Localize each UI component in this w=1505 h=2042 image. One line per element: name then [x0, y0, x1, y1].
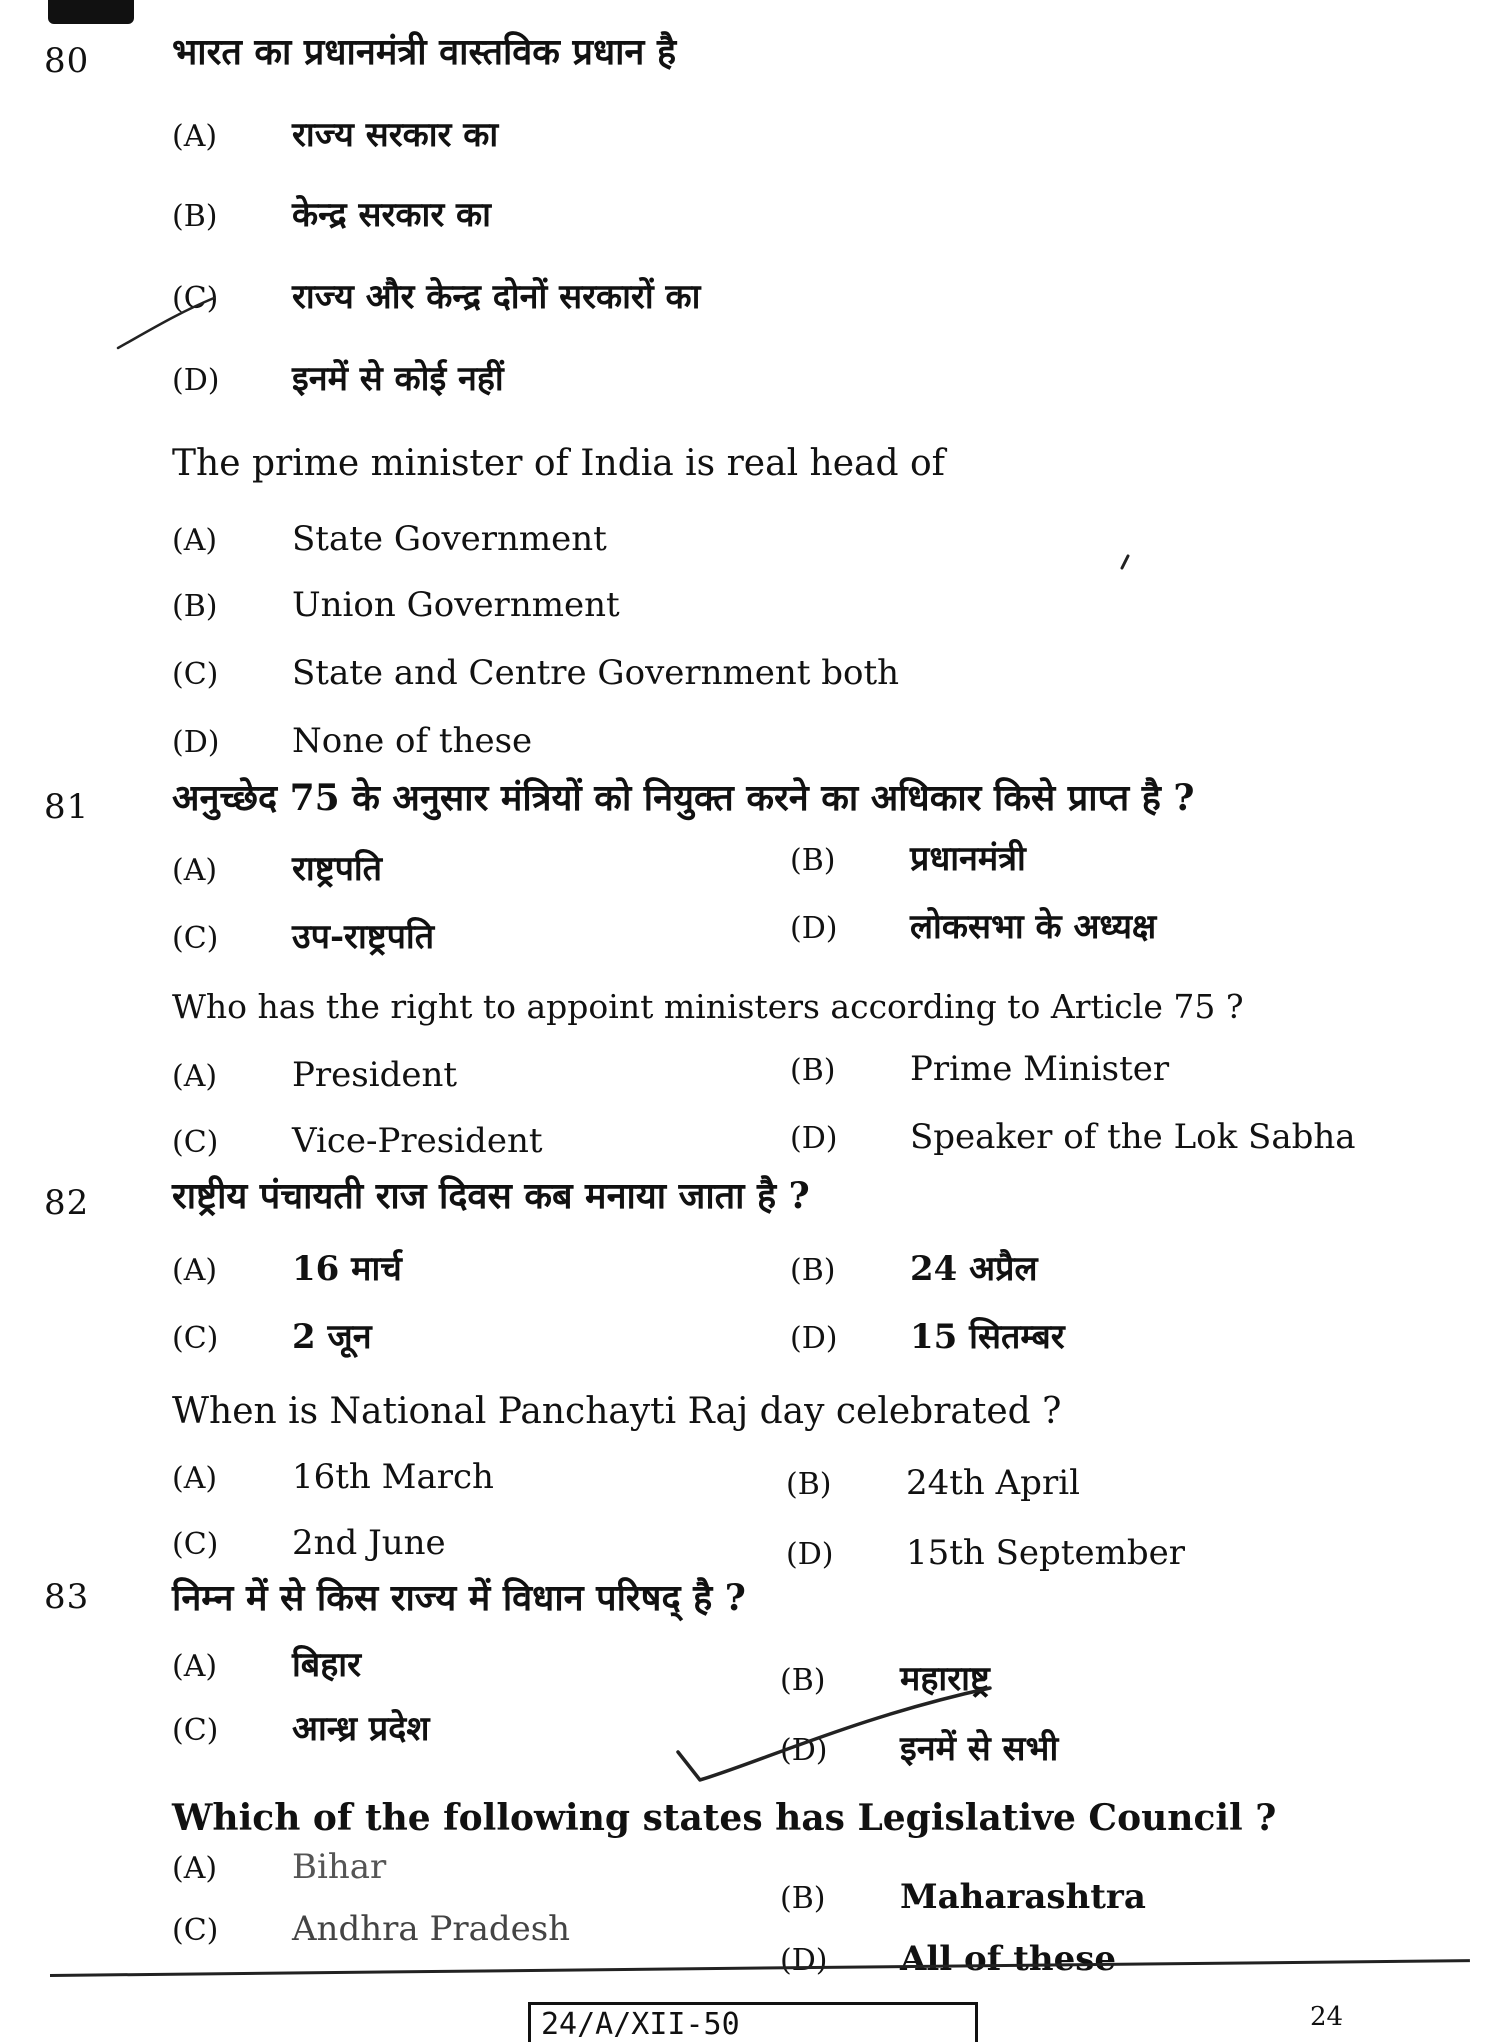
option-text: 15 सितम्बर — [910, 1317, 1065, 1357]
q81-hindi-option-c — [172, 917, 435, 957]
option-letter: (C) — [172, 1125, 219, 1160]
footer-rule — [50, 1959, 1470, 1977]
q82-english-option-a — [172, 1457, 494, 1497]
option-letter: (B) — [780, 1881, 826, 1916]
question-83-hindi-text: निम्न में से किस राज्य में विधान परिषद् है ? — [172, 1577, 746, 1619]
option-text: आन्ध्र प्रदेश — [292, 1709, 430, 1749]
option-letter: (D) — [790, 911, 838, 946]
option-letter: (A) — [172, 119, 218, 154]
option-letter: (A) — [172, 1649, 218, 1684]
option-letter: (B) — [172, 199, 218, 234]
q82-hindi-option-b — [790, 1249, 1038, 1289]
option-letter: (A) — [172, 853, 218, 888]
q83-english-option-c — [172, 1909, 571, 1949]
option-letter: (B) — [790, 1253, 836, 1288]
q80-hindi-option-b — [172, 195, 491, 235]
option-text: 2 जून — [292, 1317, 372, 1357]
option-text: बिहार — [292, 1645, 361, 1685]
option-letter: (C) — [172, 1913, 219, 1948]
option-text: केन्द्र सरकार का — [292, 195, 491, 235]
option-letter: (C) — [172, 1321, 219, 1356]
option-letter: (A) — [172, 1059, 218, 1094]
option-letter: (C) — [172, 657, 219, 692]
q82-hindi-option-d — [790, 1317, 1065, 1357]
q80-hindi-option-a — [172, 115, 499, 155]
q82-hindi-option-c — [172, 1317, 372, 1357]
option-letter: (A) — [172, 523, 218, 558]
q82-hindi-option-a — [172, 1249, 402, 1289]
q81-english-option-d — [790, 1117, 1356, 1157]
option-text: Bihar — [292, 1847, 387, 1887]
q80-english-option-b — [172, 585, 620, 625]
question-number-80: 80 — [44, 41, 90, 81]
question-82-hindi-text: राष्ट्रीय पंचायती राज दिवस कब मनाया जाता है ? — [172, 1175, 810, 1217]
q81-english-option-b — [790, 1049, 1170, 1089]
question-80-english-text: The prime minister of India is real head of — [172, 443, 945, 484]
pen-stroke-mark-q80 — [1122, 556, 1128, 568]
question-81-hindi-text: अनुच्छेद 75 के अनुसार मंत्रियों को नियुक्त करने का अधिकार किसे प्राप्त है ? — [172, 777, 1195, 819]
paper-code-box: 24/A/XII-50 — [528, 2002, 978, 2042]
option-text: 2nd June — [292, 1523, 446, 1563]
page-number: 24 — [1310, 2002, 1344, 2032]
option-text: 16 मार्च — [292, 1249, 402, 1289]
option-text: Union Government — [292, 585, 620, 625]
option-letter: (B) — [786, 1467, 832, 1502]
q83-english-option-d — [780, 1939, 1117, 1979]
option-letter: (C) — [172, 1527, 219, 1562]
option-text: President — [292, 1055, 458, 1095]
option-text: 24th April — [906, 1463, 1080, 1503]
option-text: 24 अप्रैल — [910, 1249, 1038, 1289]
option-letter: (B) — [780, 1663, 826, 1698]
q83-hindi-option-b — [780, 1659, 990, 1699]
option-letter: (D) — [790, 1121, 838, 1156]
option-text: State and Centre Government both — [292, 653, 900, 693]
option-text: उप-राष्ट्रपति — [292, 917, 435, 957]
option-letter: (B) — [790, 843, 836, 878]
option-text: 16th March — [292, 1457, 494, 1497]
question-number-81: 81 — [44, 787, 90, 827]
question-number-83: 83 — [44, 1577, 90, 1617]
q82-english-option-b — [786, 1463, 1080, 1503]
question-82-english-text: When is National Panchayti Raj day celebrated ? — [172, 1391, 1062, 1432]
option-letter: (D) — [786, 1537, 834, 1572]
q83-english-option-a — [172, 1847, 387, 1887]
option-text: प्रधानमंत्री — [910, 839, 1026, 879]
option-text: इनमें से सभी — [900, 1729, 1059, 1769]
option-letter: (B) — [790, 1053, 836, 1088]
question-83-english-text: Which of the following states has Legislative Council ? — [172, 1797, 1277, 1839]
option-letter: (C) — [172, 1713, 219, 1748]
option-text: राज्य सरकार का — [292, 115, 499, 155]
option-text: None of these — [292, 721, 533, 761]
question-81-english-text: Who has the right to appoint ministers according to Article 75 ? — [172, 987, 1244, 1026]
option-text: Prime Minister — [910, 1049, 1170, 1089]
option-text: 15th September — [906, 1533, 1185, 1573]
question-number-82: 82 — [44, 1183, 90, 1223]
question-80-hindi-text: भारत का प्रधानमंत्री वास्तविक प्रधान है — [172, 31, 677, 73]
q83-english-option-b — [780, 1877, 1146, 1917]
q82-english-option-d — [786, 1533, 1185, 1573]
q83-hindi-option-d — [780, 1729, 1059, 1769]
option-letter: (D) — [172, 725, 220, 760]
option-text: इनमें से कोई नहीं — [292, 359, 504, 399]
q81-hindi-option-b — [790, 839, 1026, 879]
option-letter: (D) — [780, 1733, 828, 1768]
option-text: राष्ट्रपति — [292, 849, 383, 889]
q81-english-option-a — [172, 1055, 458, 1095]
q80-hindi-option-c — [172, 277, 701, 317]
option-text: Speaker of the Lok Sabha — [910, 1117, 1356, 1157]
q80-english-option-d — [172, 721, 533, 761]
option-letter: (A) — [172, 1461, 218, 1496]
option-letter: (C) — [172, 921, 219, 956]
option-letter: (A) — [172, 1851, 218, 1886]
option-text: All of these — [900, 1939, 1117, 1979]
q82-english-option-c — [172, 1523, 446, 1563]
option-text: राज्य और केन्द्र दोनों सरकारों का — [292, 277, 701, 317]
option-text: State Government — [292, 519, 607, 559]
option-text: Andhra Pradesh — [292, 1909, 571, 1949]
q83-hindi-option-c — [172, 1709, 430, 1749]
q81-hindi-option-d — [790, 907, 1157, 947]
option-text: महाराष्ट्र — [900, 1659, 990, 1699]
q80-english-option-a — [172, 519, 607, 559]
option-text: Maharashtra — [900, 1877, 1146, 1917]
option-letter: (D) — [790, 1321, 838, 1356]
option-text: Vice-President — [292, 1121, 543, 1161]
option-letter: (D) — [780, 1943, 828, 1978]
q81-hindi-option-a — [172, 849, 383, 889]
q83-hindi-option-a — [172, 1645, 361, 1685]
option-letter: (A) — [172, 1253, 218, 1288]
q80-english-option-c — [172, 653, 900, 693]
option-text: लोकसभा के अध्यक्ष — [910, 907, 1157, 947]
q80-hindi-option-d — [172, 359, 504, 399]
corner-tab-mark — [48, 0, 134, 24]
option-letter: (D) — [172, 363, 220, 398]
option-letter: (C) — [172, 281, 219, 316]
q81-english-option-c — [172, 1121, 543, 1161]
option-letter: (B) — [172, 589, 218, 624]
